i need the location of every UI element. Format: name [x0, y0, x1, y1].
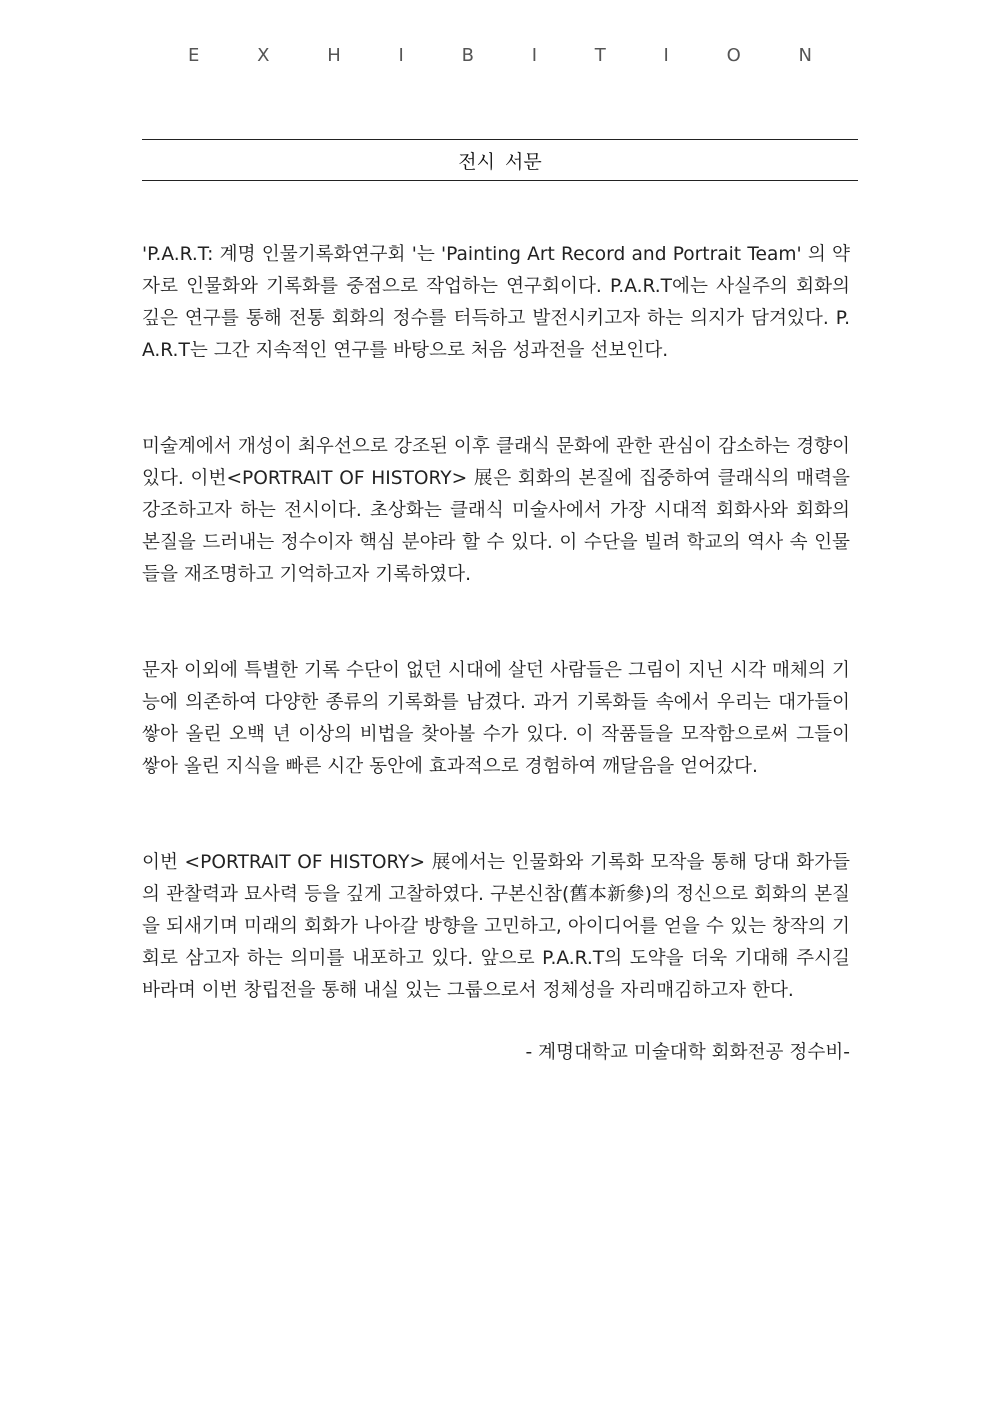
header-letter: E	[188, 44, 200, 66]
header-letter: B	[461, 44, 474, 66]
paragraph-2: 미술계에서 개성이 최우선으로 강조된 이후 클래식 문화에 관한 관심이 감소하는 경향이 있다. 이번<PORTRAIT OF HISTORY> 展은 회화의 본질에 집중하여 클래식의 매력을 강조하고자 하는 전시이다. 초상화는 클래식 미술사에서 가장 시대적 회화사와 회화의 본질을 드러내는 정수이자 핵심 분야라 할 수 있다. 이 수단을 빌려 학교의 역사 속 인물들을 재조명하고 기억하고자 기록하였다.	[142, 436, 850, 585]
header-letter: N	[798, 44, 812, 66]
header-letter: I	[531, 44, 537, 66]
header-letter: X	[257, 44, 270, 66]
exhibition-header-label	[142, 43, 858, 67]
paragraph-1: 'P.A.R.T: 계명 인물기록화연구회 '는 'Painting Art Record and Portrait Team' 의 약자로 인물화와 기록화를 중점으로 작업하는 연구회이다. P.A.R.T에는 사실주의 회화의 깊은 연구를 통해 전통 회화의 정수를 터득하고 발전시키고자 하는 의지가 담겨있다. P.A.R.T는 그간 지속적인 연구를 바탕으로 처음 성과전을 선보인다.	[142, 244, 850, 361]
header-letter: I	[398, 44, 404, 66]
paragraph-4: 이번 <PORTRAIT OF HISTORY> 展에서는 인물화와 기록화 모작을 통해 당대 화가들의 관찰력과 묘사력 등을 깊게 고찰하였다. 구본신참(舊本新參)의 정신으로 회화의 본질을 되새기며 미래의 회화가 나아갈 방향을 고민하고, 아이디어를 얻을 수 있는 창작의 기회로 삼고자 하는 의미를 내포하고 있다. 앞으로 P.A.R.T의 도약을 더욱 기대해 주시길 바라며 이번 창립전을 통해 내실 있는 그룹으로서 정체성을 자리매김하고자 한다.	[142, 852, 851, 1001]
header-letter: T	[594, 44, 606, 66]
paragraph-3: 문자 이외에 특별한 기록 수단이 없던 시대에 살던 사람들은 그림이 지닌 시각 매체의 기능에 의존하여 다양한 종류의 기록화를 남겼다. 과거 기록화들 속에서 우리는 대가들이 쌓아 올린 오백 년 이상의 비법을 찾아볼 수가 있다. 이 작품들을 모작함으로써 그들이 쌓아 올린 지식을 빠른 시간 동안에 효과적으로 경험하여 깨달음을 얻어갔다.	[142, 660, 850, 777]
exhibition-preface-body	[142, 239, 850, 1069]
page-title: 전시 서문	[142, 139, 858, 181]
header-letter: O	[726, 44, 741, 66]
author-signature: - 계명대학교 미술대학 회화전공 정수비-	[525, 1042, 850, 1063]
header-letter: H	[327, 44, 341, 66]
header-letter: I	[663, 44, 669, 66]
